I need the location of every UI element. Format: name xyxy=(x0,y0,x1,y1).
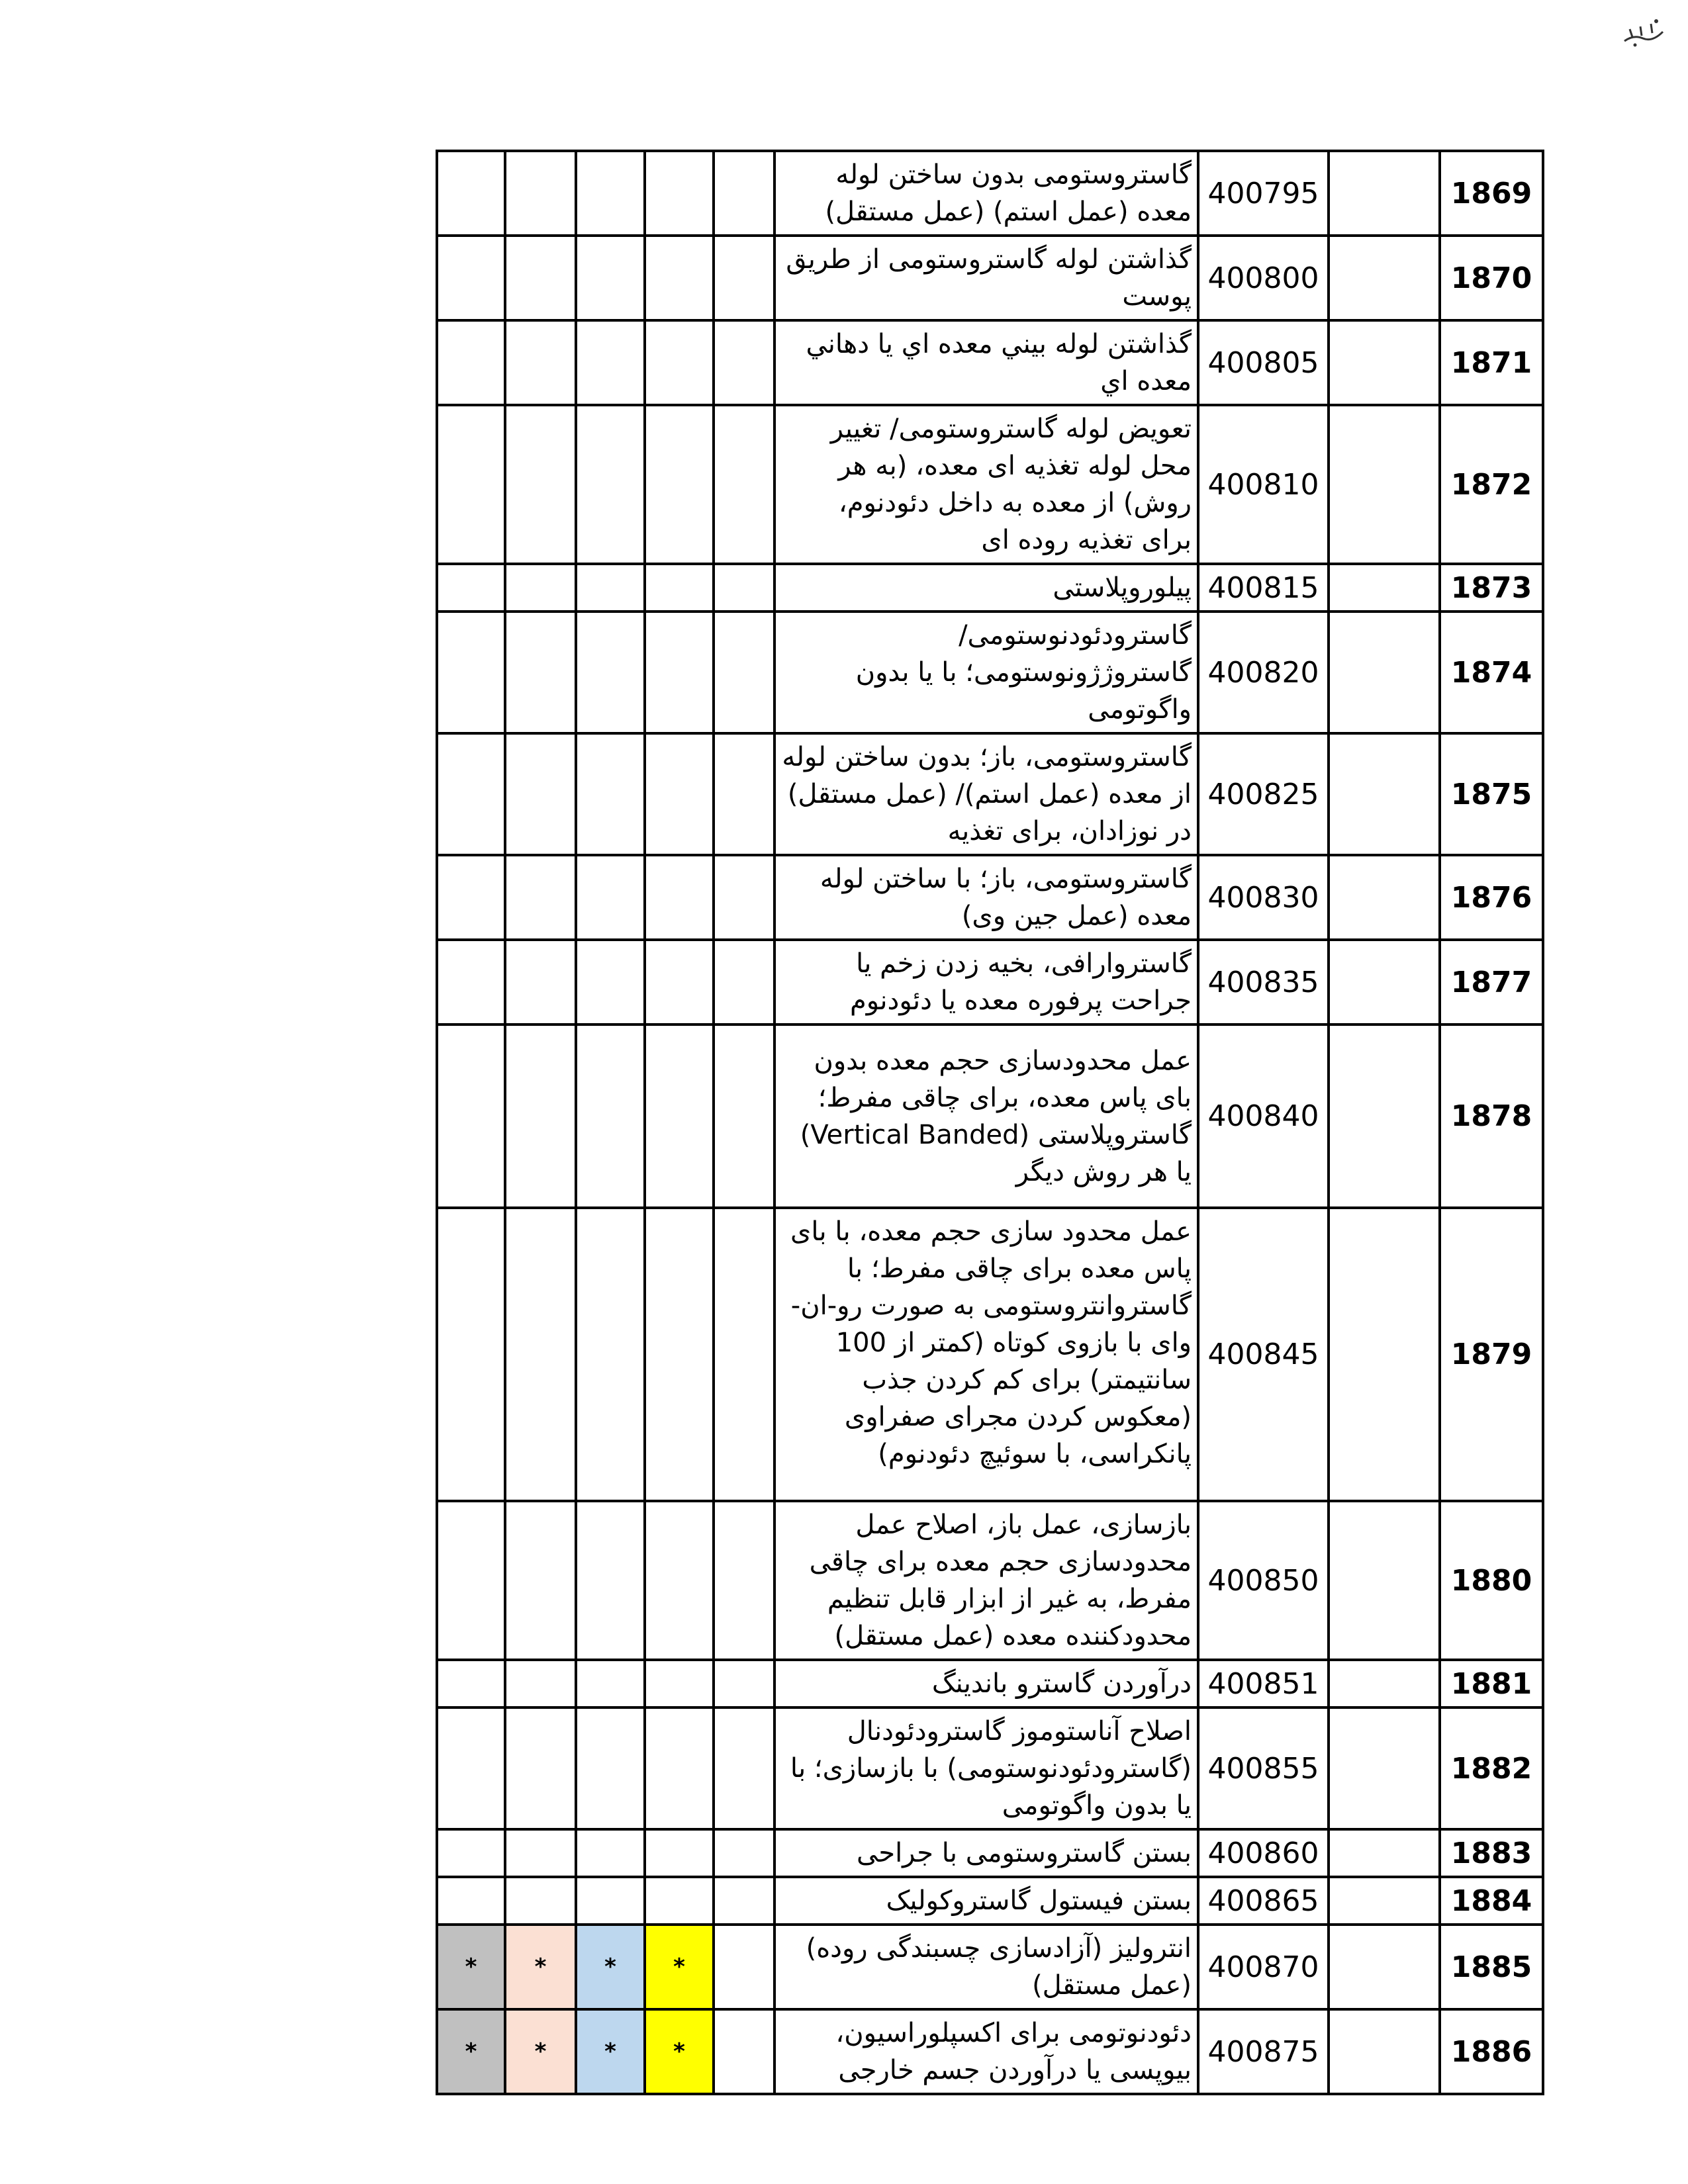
marker-cell xyxy=(645,855,714,940)
empty-cell xyxy=(714,1707,774,1829)
marker-cell-gray: * xyxy=(437,2009,505,2094)
marker-cell xyxy=(505,940,576,1024)
empty-cell xyxy=(714,1829,774,1877)
service-code-cell: 400840 xyxy=(1198,1024,1329,1208)
service-code-cell: 400845 xyxy=(1198,1208,1329,1501)
empty-cell xyxy=(1329,236,1440,320)
table-row xyxy=(437,405,1543,564)
empty-cell xyxy=(714,1877,774,1925)
marker-cell xyxy=(505,1024,576,1208)
service-code-cell: 400810 xyxy=(1198,405,1329,564)
marker-cell xyxy=(576,320,645,405)
marker-cell xyxy=(437,733,505,855)
marker-cell xyxy=(437,320,505,405)
watermark-logo xyxy=(1620,15,1667,49)
description-cell: دئودنوتومی برای اکسپلوراسیون، بیوپسی یا درآوردن جسم خارجی xyxy=(774,2009,1198,2094)
marker-cell xyxy=(645,151,714,236)
marker-cell xyxy=(437,940,505,1024)
marker-cell-blue: * xyxy=(576,1925,645,2009)
marker-cell xyxy=(437,1208,505,1501)
description-cell: گاستروارافی، بخیه زدن زخم یا جراحت پرفوره معده یا دئودنوم xyxy=(774,940,1198,1024)
service-code-cell: 400815 xyxy=(1198,564,1329,612)
empty-cell xyxy=(1329,564,1440,612)
table-row xyxy=(437,1829,1543,1877)
table-row xyxy=(437,1925,1543,2009)
row-number-cell: 1882 xyxy=(1440,1707,1543,1829)
marker-cell-yellow: * xyxy=(645,1925,714,2009)
description-cell: گذاشتن لوله گاستروستومی از طریق پوست xyxy=(774,236,1198,320)
marker-cell xyxy=(576,1024,645,1208)
procedure-code-table xyxy=(436,150,1544,2095)
description-cell: گاستروستومی بدون ساختن لوله معده (عمل استم) (عمل مستقل) xyxy=(774,151,1198,236)
empty-cell xyxy=(714,2009,774,2094)
description-cell: پیلوروپلاستی xyxy=(774,564,1198,612)
empty-cell xyxy=(1329,320,1440,405)
description-cell: عمل محدودسازی حجم معده بدون بای پاس معده، برای چاقی مفرط؛ گاستروپلاستی (Vertical Banded) یا هر روش دیگر xyxy=(774,1024,1198,1208)
table-row xyxy=(437,1707,1543,1829)
empty-cell xyxy=(1329,1024,1440,1208)
empty-cell xyxy=(714,940,774,1024)
marker-cell xyxy=(437,1877,505,1925)
service-code-cell: 400865 xyxy=(1198,1877,1329,1925)
empty-cell xyxy=(714,564,774,612)
marker-cell xyxy=(645,1024,714,1208)
empty-cell xyxy=(1329,940,1440,1024)
marker-cell xyxy=(645,612,714,733)
description-cell: تعویض لوله گاستروستومی/ تغییر محل لوله تغذیه ای معده، (به هر روش) از معده به داخل دئودنوم، برای تغذیه روده ای xyxy=(774,405,1198,564)
marker-cell xyxy=(437,855,505,940)
marker-cell xyxy=(576,1208,645,1501)
marker-cell-yellow: * xyxy=(645,2009,714,2094)
marker-cell xyxy=(576,236,645,320)
empty-cell xyxy=(714,151,774,236)
table-row xyxy=(437,564,1543,612)
row-number-cell: 1877 xyxy=(1440,940,1543,1024)
empty-cell xyxy=(1329,855,1440,940)
marker-cell-gray: * xyxy=(437,1925,505,2009)
marker-cell xyxy=(576,1501,645,1660)
description-cell: عمل محدود سازی حجم معده، با بای پاس معده برای چاقی مفرط؛ با گاستروانتروستومی به صورت رو-ان-وای با بازوی کوتاه (کمتر از 100 سانتیمتر) برای کم کردن جذب (معکوس کردن مجرای صفراوی پانکراسی، با سوئیچ دئودنوم) xyxy=(774,1208,1198,1501)
service-code-cell: 400855 xyxy=(1198,1707,1329,1829)
row-number-cell: 1879 xyxy=(1440,1208,1543,1501)
description-cell: بستن گاستروستومی با جراحی xyxy=(774,1829,1198,1877)
empty-cell xyxy=(1329,1660,1440,1707)
empty-cell xyxy=(714,1501,774,1660)
marker-cell xyxy=(576,855,645,940)
empty-cell xyxy=(714,320,774,405)
marker-cell xyxy=(576,733,645,855)
marker-cell xyxy=(505,1829,576,1877)
table-row xyxy=(437,612,1543,733)
marker-cell xyxy=(437,1829,505,1877)
marker-cell xyxy=(505,733,576,855)
table-row xyxy=(437,2009,1543,2094)
service-code-cell: 400850 xyxy=(1198,1501,1329,1660)
marker-cell xyxy=(576,1707,645,1829)
table-row xyxy=(437,1877,1543,1925)
marker-cell xyxy=(645,405,714,564)
marker-cell-peach: * xyxy=(505,2009,576,2094)
marker-cell xyxy=(645,940,714,1024)
table-row xyxy=(437,940,1543,1024)
marker-cell xyxy=(437,564,505,612)
service-code-cell: 400820 xyxy=(1198,612,1329,733)
empty-cell xyxy=(1329,1707,1440,1829)
table-row xyxy=(437,320,1543,405)
marker-cell xyxy=(505,151,576,236)
marker-cell xyxy=(576,1660,645,1707)
row-number-cell: 1884 xyxy=(1440,1877,1543,1925)
marker-cell xyxy=(437,236,505,320)
row-number-cell: 1873 xyxy=(1440,564,1543,612)
marker-cell xyxy=(645,1829,714,1877)
service-code-cell: 400800 xyxy=(1198,236,1329,320)
row-number-cell: 1870 xyxy=(1440,236,1543,320)
table-row xyxy=(437,1660,1543,1707)
row-number-cell: 1883 xyxy=(1440,1829,1543,1877)
table-row xyxy=(437,733,1543,855)
service-code-cell: 400825 xyxy=(1198,733,1329,855)
table-row xyxy=(437,1024,1543,1208)
marker-cell xyxy=(505,1660,576,1707)
empty-cell xyxy=(1329,405,1440,564)
service-code-cell: 400875 xyxy=(1198,2009,1329,2094)
marker-cell xyxy=(645,320,714,405)
empty-cell xyxy=(714,1208,774,1501)
service-code-cell: 400851 xyxy=(1198,1660,1329,1707)
service-code-cell: 400795 xyxy=(1198,151,1329,236)
marker-cell xyxy=(437,1024,505,1208)
description-cell: انترولیز (آزادسازی چسبندگی روده) (عمل مستقل) xyxy=(774,1925,1198,2009)
marker-cell xyxy=(505,236,576,320)
marker-cell xyxy=(645,236,714,320)
service-code-cell: 400830 xyxy=(1198,855,1329,940)
marker-cell-peach: * xyxy=(505,1925,576,2009)
row-number-cell: 1878 xyxy=(1440,1024,1543,1208)
description-cell: درآوردن گاسترو باندینگ xyxy=(774,1660,1198,1707)
empty-cell xyxy=(714,855,774,940)
description-cell: گذاشتن لوله بيني معده اي يا دهاني معده اي xyxy=(774,320,1198,405)
description-cell: گاسترودئودنوستومی/ گاستروژژونوستومی؛ با یا بدون واگوتومی xyxy=(774,612,1198,733)
marker-cell xyxy=(505,1208,576,1501)
marker-cell xyxy=(576,940,645,1024)
empty-cell xyxy=(714,1925,774,2009)
empty-cell xyxy=(1329,1208,1440,1501)
description-cell: گاستروستومی، باز؛ بدون ساختن لوله از معده (عمل استم)/ (عمل مستقل) در نوزادان، برای تغذیه xyxy=(774,733,1198,855)
empty-cell xyxy=(714,1024,774,1208)
marker-cell xyxy=(576,1877,645,1925)
marker-cell xyxy=(645,1501,714,1660)
description-cell: گاستروستومی، باز؛ با ساختن لوله معده (عمل جین وی) xyxy=(774,855,1198,940)
marker-cell xyxy=(645,1208,714,1501)
table-row xyxy=(437,855,1543,940)
empty-cell xyxy=(1329,1829,1440,1877)
empty-cell xyxy=(714,405,774,564)
empty-cell xyxy=(714,236,774,320)
marker-cell xyxy=(645,733,714,855)
description-cell: بستن فیستول گاستروکولیک xyxy=(774,1877,1198,1925)
table-row xyxy=(437,1208,1543,1501)
empty-cell xyxy=(714,612,774,733)
row-number-cell: 1872 xyxy=(1440,405,1543,564)
row-number-cell: 1885 xyxy=(1440,1925,1543,2009)
marker-cell xyxy=(505,1707,576,1829)
description-cell: اصلاح آناستوموز گاسترودئودنال (گاسترودئودنوستومی) با بازسازی؛ با یا بدون واگوتومی xyxy=(774,1707,1198,1829)
marker-cell xyxy=(437,1501,505,1660)
marker-cell xyxy=(505,855,576,940)
row-number-cell: 1880 xyxy=(1440,1501,1543,1660)
empty-cell xyxy=(1329,1925,1440,2009)
service-code-cell: 400805 xyxy=(1198,320,1329,405)
marker-cell xyxy=(576,405,645,564)
marker-cell xyxy=(505,320,576,405)
marker-cell xyxy=(576,151,645,236)
row-number-cell: 1871 xyxy=(1440,320,1543,405)
empty-cell xyxy=(714,733,774,855)
marker-cell xyxy=(437,151,505,236)
marker-cell xyxy=(505,1501,576,1660)
service-code-cell: 400835 xyxy=(1198,940,1329,1024)
row-number-cell: 1881 xyxy=(1440,1660,1543,1707)
service-code-cell: 400870 xyxy=(1198,1925,1329,2009)
marker-cell xyxy=(505,564,576,612)
marker-cell xyxy=(437,612,505,733)
service-code-cell: 400860 xyxy=(1198,1829,1329,1877)
empty-cell xyxy=(1329,2009,1440,2094)
table-row xyxy=(437,236,1543,320)
marker-cell xyxy=(645,564,714,612)
row-number-cell: 1886 xyxy=(1440,2009,1543,2094)
row-number-cell: 1876 xyxy=(1440,855,1543,940)
row-number-cell: 1869 xyxy=(1440,151,1543,236)
empty-cell xyxy=(1329,733,1440,855)
empty-cell xyxy=(714,1660,774,1707)
table-row xyxy=(437,151,1543,236)
marker-cell xyxy=(576,1829,645,1877)
table-row xyxy=(437,1501,1543,1660)
marker-cell-blue: * xyxy=(576,2009,645,2094)
row-number-cell: 1874 xyxy=(1440,612,1543,733)
marker-cell xyxy=(437,1707,505,1829)
marker-cell xyxy=(576,612,645,733)
marker-cell xyxy=(645,1660,714,1707)
marker-cell xyxy=(645,1877,714,1925)
empty-cell xyxy=(1329,1501,1440,1660)
empty-cell xyxy=(1329,151,1440,236)
row-number-cell: 1875 xyxy=(1440,733,1543,855)
empty-cell xyxy=(1329,612,1440,733)
marker-cell xyxy=(505,1877,576,1925)
marker-cell xyxy=(576,564,645,612)
marker-cell xyxy=(505,405,576,564)
marker-cell xyxy=(437,405,505,564)
marker-cell xyxy=(437,1660,505,1707)
marker-cell xyxy=(645,1707,714,1829)
empty-cell xyxy=(1329,1877,1440,1925)
marker-cell xyxy=(505,612,576,733)
description-cell: بازسازی، عمل باز، اصلاح عمل محدودسازی حجم معده برای چاقی مفرط، به غیر از ابزار قابل تنظیم محدودکننده معده (عمل مستقل) xyxy=(774,1501,1198,1660)
